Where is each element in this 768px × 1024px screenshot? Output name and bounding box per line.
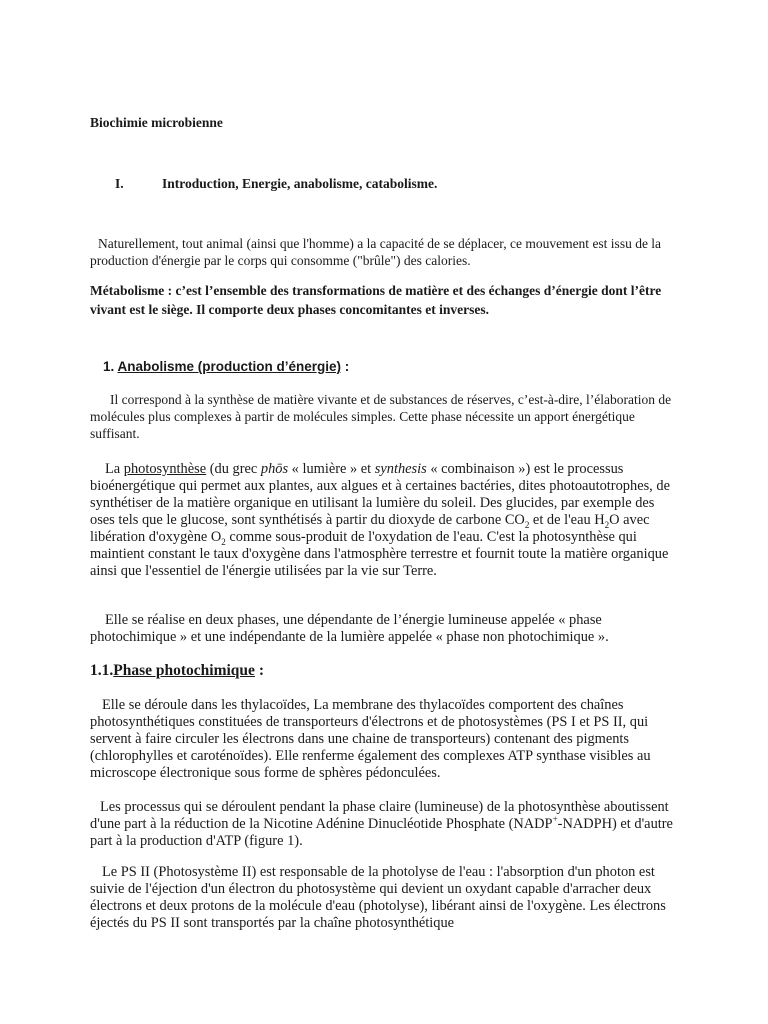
subscript: 2 bbox=[604, 519, 610, 530]
section-title: Introduction, Energie, anabolisme, catabolisme. bbox=[162, 176, 438, 191]
text-run: (du grec bbox=[206, 461, 261, 477]
subsection-title: Phase photochimique bbox=[113, 662, 255, 679]
greek-phos: phōs bbox=[260, 461, 289, 477]
text-run: -NADPH) et d'autre part à la production d'ATP (figure 1). bbox=[90, 816, 673, 849]
subscript: 2 bbox=[524, 519, 530, 530]
subsection-suffix: : bbox=[254, 662, 264, 679]
section-number: I. bbox=[115, 176, 124, 191]
light-phase-paragraph bbox=[90, 799, 676, 850]
thylakoid-paragraph: Elle se déroule dans les thylacoïdes, La membrane des thylacoïdes comportent des chaînes photosynthétiques constituées de transporteurs d'électrons et de photosystèmes (PS I et PS II, qui servent à faire circuler les électrons dans une chaine de transporteurs) contenant des pigments (chlorophylles et caroténoïdes). Elle renferme également des complexes ATP synthase visibles au microscope électronique sous forme de sphères pédonculées. bbox=[90, 697, 651, 781]
two-phases-paragraph: Elle se réalise en deux phases, une dépendante de l’énergie lumineuse appelée « phase photochimique » et une indépendante de la lumière appelée « phase non photochimique ». bbox=[90, 612, 609, 645]
ps2-paragraph: Le PS II (Photosystème II) est responsable de la photolyse de l'eau : l'absorption d'un photon est suivie de l'éjection d'un électron du photosystème qui devient un oxydant capable d'arracher deux électrons et deux protons de la molécule d'eau (photolyse), libérant ainsi de l'oxygène. Les électrons éjectés du PS II sont transportés par la chaîne photosynthétique bbox=[90, 864, 666, 931]
text-run: O avec libération d'oxygène O bbox=[90, 512, 650, 545]
greek-synthesis: synthesis bbox=[374, 461, 427, 477]
intro-paragraph: Naturellement, tout animal (ainsi que l'homme) a la capacité de se déplacer, ce mouvement est issu de la production d'énergie par le corps qui consomme ("brûle") des calories. bbox=[90, 236, 662, 268]
photosynthesis-paragraph bbox=[90, 461, 676, 580]
metabolism-definition: Métabolisme : c’est l’ensemble des transformations de matière et des échanges d’énergie dont l’être vivant est le siège. Il comporte deux phases concomitantes et inverses. bbox=[90, 283, 662, 317]
text-run: Les processus qui se déroulent pendant la phase claire (lumineuse) de la photosynthèse aboutissent d'une part à la réduction de la Nicotine Adénine Dinucléotide Phosphate (NADP bbox=[90, 799, 669, 832]
text-run: et de l'eau H bbox=[529, 512, 605, 528]
subsection-title: Anabolisme (production d’énergie) bbox=[117, 359, 342, 374]
text-run: comme sous-produit de l'oxydation de l'eau. C'est la photosynthèse qui maintient constant le taux d'oxygène dans l'atmosphère terrestre et fournit toute la matière organique ainsi que l'essentiel de l'énergie utilisées par la vie sur Terre. bbox=[90, 529, 669, 579]
text-run: La bbox=[105, 461, 124, 477]
subsection-anabolism-heading bbox=[103, 359, 663, 374]
text-run: « lumière » et bbox=[288, 461, 375, 477]
subsection-number: 1.1. bbox=[90, 662, 114, 679]
subscript: 2 bbox=[221, 536, 226, 547]
text-run: « combinaison ») est le processus bioénergétique qui permet aux plantes, aux algues et à certaines bactéries, dites photoautotrophes, de synthétiser de la matière organique en utilisant la lumière du soleil. Des glucides, par exemple des oses tels que le glucose, sont synthétisés à partir du dioxyde de carbone CO bbox=[90, 461, 670, 528]
section-heading bbox=[115, 176, 675, 192]
subsection-number: 1. bbox=[103, 359, 115, 374]
document-title: Biochimie microbienne bbox=[90, 115, 223, 130]
subsection-photochemical-heading bbox=[90, 662, 676, 680]
subsection-suffix: : bbox=[341, 359, 350, 374]
photosynthese-term: photosynthèse bbox=[123, 461, 207, 477]
anabolism-paragraph: Il correspond à la synthèse de matière vivante et de substances de réserves, c’est-à-dire, l’élaboration de molécules plus complexes à partir de molécules simples. Cette phase nécessite un apport énergétique suffisant. bbox=[90, 392, 672, 441]
superscript: + bbox=[552, 814, 558, 825]
